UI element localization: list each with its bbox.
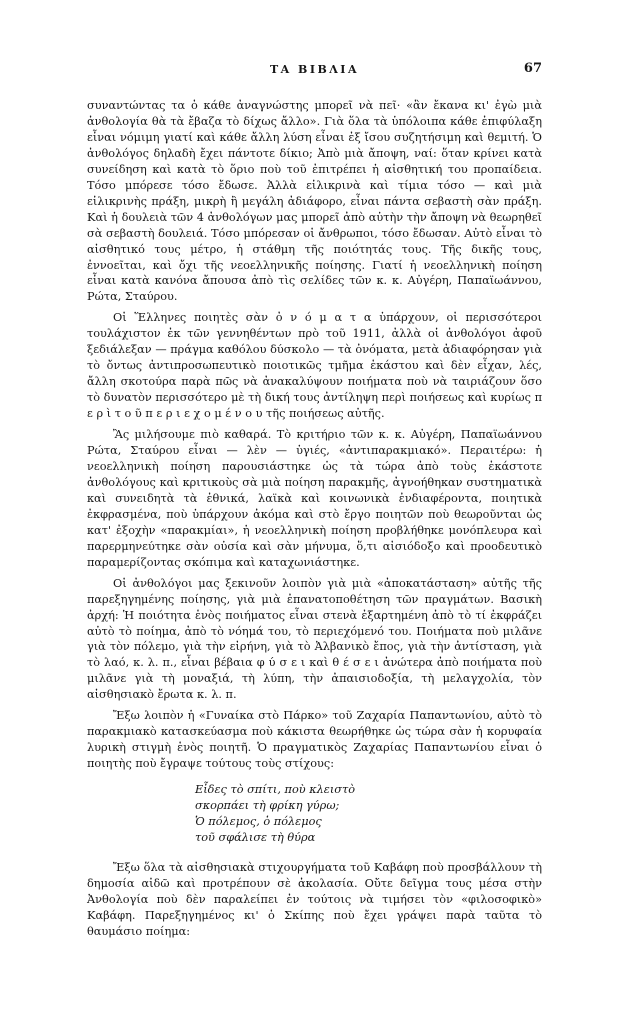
paragraph-3: Ἂς μιλήσουμε πιὸ καθαρά. Τὸ κριτήριο τῶν κ. κ. Αὐγέρη, Παπαϊωάννου Ρώτα, Σταύρου εἶναι — λὲν — ὑγιές, «ἀντιπαρακμιακό». Περαιτέρω: ἡ νεοελληνικὴ ποίηση παρουσιάστηκε ὡς τὰ τώρα ἀπὸ τοὺς ἑκάστοτε ἀνθολόγους καὶ κριτικοὺς σὰ μιὰ ποίηση παρακμῆς, ἀγνοήθηκαν συστηματικὰ καὶ συνειδητὰ τὰ ἐθνικά, λαϊκὰ καὶ κοινωνικὰ ἐνδιαφέροντα, ποιητικὰ ἐκφρασμένα, ποὺ ὑπάρχουν ἀκόμα καὶ στὸ ἔργο ποιητῶν ποὺ θεωροῦνται ὡς κατ' ἐξοχὴν «παρακμίαι», ἡ νεοελληνικὴ ποίηση προβλήθηκε μονόπλευρα καὶ παρερμηνεύτηκε σὰν οὐσία καὶ σὰν μήνυμα, ὅ,τι αἰσιόδοξο καὶ προοδευτικὸ παραμερίζοντας σκόπιμα καὶ καταχωνιάστηκε. <box>87 428 542 569</box>
paragraph-1: συναντώντας τα ὁ κάθε ἀναγνώστης μπορεῖ νὰ πεῖ· «ἂν ἔκανα κι' ἐγὼ μιὰ ἀνθολογία θὰ τὰ ἔβαζα τὸ δίχως ἄλλο». Γιὰ ὅλα τὰ ὑπόλοιπα κάθε ἐπιφύλαξη εἶναι νόμιμη γιατί καὶ κάθε ἄλλη λύση εἶναι ἐξ ἴσου συζητήσιμη καὶ θεμιτή. Ὁ ἀνθολόγος δηλαδὴ ἔχει πάντοτε δίκιο; Ἀπὸ μιὰ ἄποψη, ναί: ὅταν κρίνει κατὰ συνείδηση καὶ κατὰ τὸ ὅριο ποὺ τοῦ ἐπιτρέπει ἡ αἰσθητική του προπαίδεια. Τόσο μπόρεσε τόσο ἔδωσε. Ἀλλὰ εἰλικρινὰ καὶ τίμια τόσο — καὶ μιὰ εἰλικρινὴς πράξη, μικρὴ ἢ μεγάλη ἀδιάφορο, εἶναι πάντα σεβαστὴ σὰν πράξη. Καὶ ἡ δουλειὰ τῶν 4 ἀνθολόγων μας μπορεῖ ἀπὸ αὐτὴν τὴν ἄποψη νὰ θεωρηθεῖ σὰ σεβαστὴ δουλειά. Τόσο μπόρεσαν οἱ ἄνθρωποι, τόσο ἔδωσαν. Αὐτὸ εἶναι τὸ αἰσθητικό τους μέτρο, ἡ στάθμη τῆς ποιότητάς τους. Τῆς δικῆς τους, ἐννοεῖται, καὶ ὄχι τῆς νεοελληνικῆς ποίησης. Γιατί ἡ νεοελληνικὴ ποίηση εἶναι κατὰ κανόνα ἄπουσα ἀπὸ τὶς σελίδες τῶν κ. κ. Αὐγέρη, Παπαϊωάννου, Ρώτα, Σταύρου. <box>87 99 542 304</box>
poem-line: τοῦ σφάλισε τὴ θύρα <box>195 831 316 845</box>
running-title: ΤΑ ΒΙΒΛΙΑ <box>269 63 359 76</box>
poem-quote <box>195 782 542 846</box>
poem-line: σκορπάει τὴ φρίκη γύρω; <box>195 799 340 813</box>
paragraph-6: Ἔξω ὅλα τὰ αἰσθησιακὰ στιχουργήματα τοῦ Καβάφη ποὺ προσβάλλουν τὴ δημοσία αἰδῶ καὶ προτρέπουν σὲ ἀκολασία. Οὔτε δεῖγμα τους μέσα στὴν Ἀνθολογία ποὺ δὲν παραλείπει ἐν τούτοις νὰ τιμήσει τὸν «φιλοσοφικὸ» Καβάφη. Παρεξηγημένος κι' ὁ Σκίπης ποὺ ἔχει γράψει παρὰ ταῦτα τὸ θαυμάσιο ποίημα: <box>87 861 542 938</box>
paragraph-4: Οἱ ἀνθολόγοι μας ξεκινοῦν λοιπὸν γιὰ μιὰ «ἀποκατάσταση» αὐτῆς τῆς παρεξηγημένης ποίησης, γιὰ μιὰ ἐπανατοποθέτηση τῶν πραγμάτων. Βασικὴ ἀρχή: Ἡ ποιότητα ἑνὸς ποιήματος εἶναι στενὰ ἐξαρτημένη ἀπὸ τὸ τί ἐκφράζει αὐτὸ τὸ ποίημα, ἀπὸ τὸ νόημά του, τὸ περιεχόμενό του. Ποιήματα ποὺ μιλᾶνε γιὰ τὸν πόλεμο, γιὰ τὴν εἰρήνη, γιὰ τὸ Ἀλβανικὸ ἔπος, γιὰ τὴν ἀντίσταση, γιὰ τὸ λαό, κ. λ. π., εἶναι βέβαια φ ύ σ ε ι καὶ θ έ σ ε ι ἀνώτερα ἀπὸ ποιήματα ποὺ μιλᾶνε γιὰ τὴ μοναξιά, τὴ λύπη, τὴν ἀπαισιοδοξία, τὴ μελαγχολία, τὸν αἰσθησιακὸ ἔρωτα κ. λ. π. <box>87 576 542 702</box>
paragraph-5: Ἔξω λοιπὸν ἡ «Γυναίκα στὸ Πάρκο» τοῦ Ζαχαρία Παπαντωνίου, αὐτὸ τὸ παρακμιακὸ κατασκεύασμα ποὺ κάκιστα θεωρήθηκε ὡς τώρα σὰν ἡ κορυφαία λυρικὴ στιγμὴ ἑνὸς ποιητῆ. Ὁ πραγματικὸς Ζαχαρίας Παπαντωνίου εἶναι ὁ ποιητὴς ποὺ ἔγραψε τούτους τοὺς στίχους: <box>87 709 542 771</box>
body-text <box>87 98 542 945</box>
paragraph-2: Οἱ Ἕλληνες ποιητὲς σὰν ὀ ν ό μ α τ α ὑπάρχουν, οἱ περισσότεροι τουλάχιστον ἐκ τῶν γεννηθέντων πρὸ τοῦ 1911, ἀλλὰ οἱ ἀνθολόγοι ἀφοῦ ξεδιάλεξαν — πράγμα καθόλου δύσκολο — τὰ ὀνόματα, μετὰ ἀδιαφόρησαν γιὰ τὸ ὄντως ἀντιπροσωπευτικὸ ποιοτικῶς τμῆμα ἑκάστου καὶ δὲν εἶχαν, λές, ἄλλη σκοτούρα παρὰ πῶς νὰ ἀνακαλύψουν ποιήματα ποὺ νὰ ταιριάζουν ὅσο τὸ δυνατὸν περισσότερο μὲ τὴ δική τους ἀντίληψη περὶ ποιήσεως καὶ κυρίως π ε ρ ὶ τ ο ῦ π ε ρ ι ε χ ο μ έ ν ο υ τῆς ποιήσεως αὐτῆς. <box>87 311 542 421</box>
page-number: 67 <box>523 61 542 76</box>
page-header <box>87 63 542 83</box>
poem-line: Εἶδες τὸ σπίτι, ποὺ κλειστὸ <box>195 783 356 797</box>
poem-line: Ὁ πόλεμος, ὁ πόλεμος <box>195 815 322 829</box>
